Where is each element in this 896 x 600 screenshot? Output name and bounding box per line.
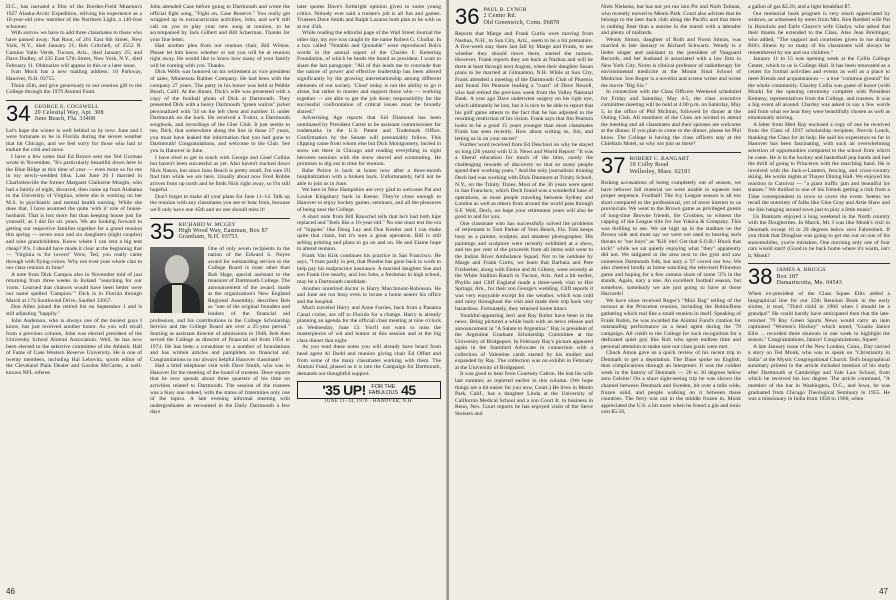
class-number: 37 [601, 153, 626, 179]
paragraph: As you read these notes you will already have heard from head agent Al Dodd and reunion giving chair Ed Offutt and from some of the many classmates working with them. The Alumni Fund, phased as it is into the Campaign for Dartmouth, demands our thoughtful support. [297, 344, 441, 377]
ad-dates: JUNE 11–14, 1970 · HANOVER, N.H. [324, 399, 414, 405]
class-number: 38 [748, 264, 773, 290]
paragraph: Had another plea from our reunion chair, Bill Wilson. Please let him know whether or not you will be at reunion right away. He would like to know how many of your family will be coming with you. Thanks. [150, 43, 290, 69]
paragraph: Another unretired doctor is Harry Marchmont-Robinson. He and June are too busy even to locate a home nearer his office and the hospital. [297, 285, 441, 305]
column-5 [601, 4, 741, 416]
paragraph: One of only seven recipients in the nation of the Edward S. Noyes award for outstanding service to the College Board is none other than Bob Hage, special assistant to the treasurer of Dartmouth College. The announcement of the award, made at the organization's New England Regional Assembly, describes Bob as "one of the original founders and leaders of the financial aid profession, and his contributions to the College Scholarship Service and the College Board are over a 25-year period." Starting as assistant director of admissions in 1948, Bob then served the College as director of financial aid from 1954 to 1974. He has been a consultant to a number of foundations and has written articles and pamphlets on financial aid. Congratulations to our always helpful Hanover classmate! [150, 245, 290, 363]
secretary-address-line: Wellesley, Mass. 02181 [629, 168, 691, 175]
paragraph: In connection with the Class Officers Weekend scheduled for Friday and Saturday, May 4-5, the class executive committee meeting will be held at 4:00 p.m. on Saturday, May 5, in the office of Phil McInnis, followed by dinner at the Outing Club. All members of the Class are invited to attend the meeting and all classmates and their spouses are welcome at the dinner. If you plan to come to the dinner, please let Phil know. The College is having the class officers stay at the Chieftain Motel, so why not join us there? [601, 89, 741, 148]
class-36-notes-cont [601, 4, 741, 148]
paragraph: We here in New Hampshire are very glad to welcome Pat and Louise Kingsbury back in Keene. They're close enough to Hanover to enjoy hockey games, seminars, and all the pleasures of being near the College. [297, 187, 441, 213]
class-37-header [601, 152, 741, 179]
paragraph: Niels Nielsens, but has not yet run into Pic and Norb Tolman, who recently moved to Menlo Park. Court also advises that he belongs to the best duck club along the Pacific and that there is nothing finer than a sunrise in the marsh with a labrador and plenty of mallards. [601, 4, 741, 37]
paragraph: John attended Case before going to Dartmouth and wrote the official fight song, "Fight on, Case Reserve." You really get wrapped up in extracurricular activities, John, and we'll still call on you to play your new song at reunion, to be accompanied by Jack Gilbert and Bill Scherman. Thanks for your fine letter. [150, 4, 290, 43]
page-number: 46 [6, 587, 15, 596]
paragraph: It was good to hear from Courtney Catron. He lost his wife last summer, as reported earlier in this column. (We hope things are a bit easier for you now, Court.) He lives in Menlo Park, Calif., has a daughter Linda at the University of California Medical School and a son Court Jr. in business in Reno, Nev. Court reports he has enjoyed visits of the Steve Stotzers and [455, 371, 593, 417]
paragraph: Advertising Age reports that Sid Diamond has been nominated by President Carter to be assistant commissioner for trademarks in the U.S. Patent and Trademark Office. Confirmation by the Senate will presumably follow. This clipping came from whom else but Dick Montgomery, buried in snow out there in Chicago and reading everything in sight between sessions with the snow shovel and commuting. He promises to dig out in time for reunion. [297, 115, 441, 168]
column-3 [297, 4, 441, 406]
reunion-advertisement [297, 381, 441, 406]
paragraph: Had a brief telephone visit with Dave Smith, who was in Hanover for the meeting of the board of trustees. Dave reports that he now spends about three quarters of his time on activities related to Dartmouth. The session of the trustees was a busy one indeed, with the status of fraternities only one of the topics. A late evening informal meeting with undergraduates as recounted in the Daily Dartmouth a few days [150, 363, 290, 416]
class-36-notes [455, 31, 593, 417]
paragraph: Our memorial book program is very much appreciated by widows, as witnessed by notes from Mrs. Ken Reddell wife Pat in Honolulu and Earle Cleave's wife Gladys, who asked that their thanks be extended to the Class. Also Jean Breitinger, who added, "The support and courtesies given to me during Bill's illness by so many of his classmates will always be remembered by me and our children." [748, 10, 890, 56]
class-38-header [748, 263, 890, 290]
paragraph: Reports that Marge and Frank Curtis were moving from Nashua, N.H., to Sun City, Ariz., seem to be a bit premature. A five-week stay there last fall by Marge and Frank, to see whether they should move there, started the rumors. However, Frank reports they are back at Nashua and will be there at least through next August, when their daughter Susan plans to be married at Gilmanton, N.H. While at Sun City, Frank attended a meeting of the Dartmouth Club of Phoenix and found Jim Pearson leading a "roast" of Dave Newell, who had retired the previous week from the Valley National Bank. A year ago Dave underwent surgery on his right eye, which ultimately he lost, but it is nice to be able to report that his golf game attests to the fact that he has adjusted to the resulting restriction of his vision. Frank says that Jim Pearson looks to be a good 15 years younger than most classmates Frank has seen recently. How about writing us, Jim, and letting us in on your secret? [455, 31, 593, 142]
secretary-address-line: Old Greenwich, Conn. 06870 [483, 19, 560, 26]
column-1 [6, 4, 142, 376]
secretary-name: GEORGE E. COGSWELL [34, 103, 99, 110]
class-34-notes [6, 128, 142, 377]
column-2 [150, 4, 290, 416]
paragraph: John Anderson, who is always one of the busiest guys I know, has just received another honor. As you will recall from a previous column, John was elected president of the University School Alumni Association. Well, he has now been elected to the selective committee of the Athletic Hall of Fame of Case Western Reserve University. He is one of twenty members, including Hal Lebovitz, sports editor of the Cleveland Plain Dealer and Gordon McCarter, a well-known NFL referee. [6, 317, 142, 376]
secretary-name: RICHARD W. MCGEY [178, 221, 236, 228]
class-secretary [483, 7, 559, 26]
paragraph: later quotes Dave's forthright opinion given to some young critics. Nobody ever said a trustee's job is all fun and games. Trustees Dave Smith and Ralph Lazarus both plan to be with us at our 45th. [297, 4, 441, 30]
class-35-notes-cont [297, 4, 441, 377]
column-4 [455, 4, 593, 417]
secretary-address-line: Juno Beach, Fla. 33408 [34, 116, 96, 123]
paragraph: Youthful-appearing Jerri and Ray Bulter have been in the news. Being pictured a while back with an news release and announcement in "A Salute to Argentina." Ray is president of the Argentine Graduate Scholarship Committee at the University of Bridgeport. In February Ray's picture appeared again in the Stamford Advocate in connection with a collection of Valentine cards started by his mother and expanded by Ray. The collection was on exhibit in February at the University of Bridgeport. [455, 312, 593, 371]
paragraph: Wendy Simon, daughter of Ruth and Norm Simon, was married in late January to Richard Schwartz. Wendy is a lieder singer and assistant to the president of Vanguard Records, and her husband is associated with a law firm in New York City. Norm is clinical professor of radiotherapy for environmental medicine at the Mount Sinai School of Medicine. Son Roger is a novelist and screen writer and wrote the movie "Big Six." [601, 36, 741, 89]
portrait-photo [150, 247, 204, 313]
paragraph: I have a few notes that Ed Brown sent me Ted Gorman wrote in November, "It's particularly beautiful down here in the Blue Ridge at this time of year — even more so for me in my newly-wedded bliss. Last June 20 I married in Charlottesville the former Margaret Claiborne Mosgin, who had a family of eight, divorced, then came up from Alabama to the University of Virginia, where she is working on her M.S. in psychiatric and mental health nursing. While she does that, I have assumed the quite 'with it' role of house-husband. That is lots more fun than keeping house just for yourself, as I did for six years. We are looking forward to getting our respective families together for a grand reunion this spring — seven sons and six daughters (eight couples) and nine grandchildren. Know where I can rent a big tent cheap? P.S. I should have made it clear at the beginning that — 'Virginia is for lovers!' Wow, Ted, you really came through with flying colors. Why not trust your whole clan to our class reunion in June? [6, 153, 142, 272]
ad-for-the: FOR THE [371, 384, 396, 391]
secretary-address-line: Box 187 [776, 273, 799, 280]
paragraph: Ivan Mock has a new mailing address: 10 Parkway, Hanover, N.H. 03755. [6, 69, 142, 83]
class-1933-notes-tail [6, 4, 142, 96]
paragraph: With sorrow we have to add three classmates to those who have passed away: Nat Root, of 261 East 6th Street, New York, N.Y., died January 21; Bob Critchell, of 2552 N. Camino Valle Verde, Tucson, Ariz., died January 25; and Dave Dudley, of 235 East 57th Street, New York, N.Y., died February 11. Obituaries will appear in this or a later issue. [6, 30, 142, 69]
paragraph: Don Allen joined the retired list on September 1 and is still adjusting "happily." [6, 304, 142, 317]
secretary-address-line: Damariscotta, Me. 04543 [776, 279, 843, 286]
ad-years: 45 [401, 381, 416, 398]
paragraph: A letter from Mert Ray enclosed a copy of one he received from the Class of 1937 scholarship recipient, Norvin Leach, thanking the Class for its help. He said his experience so far in Hanover has been fascinating, with such an overwhelming selection of opportunities compared to the school from which he came. He is in the hockey and basketball pep bands and had the thrill of going to Princeton with the marching band. He is involved with the Jack-o-Lantern, fencing, and cross-country skiing. He works nights at Thayer Dining Hall. We enjoyed his reaction to Carnival — "a giant traffic jam and beautiful ice statues." We thrilled to one of his friends getting a rink from a Time correspondent in town to cover the event. Seems we recall the notoriety of folks like Glen Gray and Artie Shaw and the like hanging around town just to play a little music! [748, 121, 890, 213]
class-34-header [6, 100, 142, 124]
secretary-name: JAMES A. BRIGGS [776, 267, 826, 274]
secretary-address-line: Grantham, N.H. 03753 [178, 234, 238, 241]
class-secretary [34, 104, 103, 123]
class-36-header [455, 4, 593, 27]
secretary-name: PAUL B. LYNCH [483, 7, 527, 13]
paragraph: One classmate who has successfully solved the problems of retirement is Tom Parker of Vero Beach, Fla. Tom keeps busy as a painter, sculptor, and amateur photographer. His paintings and sculpture were recently exhibited at a show, and ten per cent of the proceeds from all items sold went to the Indian River Ambulance Squad. Not to be outdone by Marge and Frank Curtis, we learn that Barbara and Pete Fitzherber, along with Eloise and Al Gibney, were recently at the White Stallion Ranch in Tucson, Ariz. And a bit earlier, Phyllis and Cliff England made a three-week visit to Hot Springs, Ark., for their son George's wedding. Cliff reports it was very enjoyable except for the weather, which was cold and rainy throughout the visit and made their trip back very hazardous. Fortunately, they returned home intact. [455, 220, 593, 312]
paragraph: January 11 to 15 was opening week at the Collis College Center, which to us is College Hall. It has been renovated as a center for formal activities and events as well as a place to meet friends and acquaintances — a true "common ground" for the whole community. Charley Collis was guest of honor (with Monk) for the opening ceremony complete with President Kemeny, representatives from the College, and trustees. It was a big event all around. Charley was asked to say a few words and from what we hear they were beautifully chosen as well as emotionally stirring. [748, 56, 890, 122]
paragraph: Frank Van Kirk continues his practice in San Francisco. He says, "I trust partly in jest, that Phoebe has gone back to work to help pay his malpractice insurance. A married daughter Sue and son Frank live nearby, and Jon John, a freshman in high school, may be a Dartmouth candidate. [297, 252, 441, 285]
secretary-address-line: 20 Celestial Way, Apt. 308 [34, 109, 104, 116]
class-number: 35 [150, 218, 175, 244]
paragraph: Think 45th, and give generously to our reunion gift to the College through the 1979 Alumni Fund. [6, 82, 142, 96]
paragraph: Dick Wells was honored on his retirement as vice president of sales, Minnesota Rubber Company. He had been with the company 27 years. The party in his honor was held at Pebble Beach, Calif. At the dinner, Dick's wife was presented with a copy of the football photo of Dick at Dartmouth. They presented Dick with a heavy Dartmouth "green walrus" jacket personalized with '34 on the left chest and number 11 under Dartmouth on the back. He received a T-shirt, a Dartmouth songbook, and recordings of the Glee Club. It just seems to me, Dick, that somewhere along the line in those 27 years, you must have leaked the information that you had gone to Dartmouth! Congratulations, and welcome to the Club. See you in Hanover in June. [150, 69, 290, 155]
class-34-notes-cont [150, 4, 290, 214]
class-number: 34 [6, 100, 31, 126]
paragraph: Chuck Amon gave us a quick review of his recent trip to Denmark to get a deputation. The Dane spoke no English, thus complications through an interpreter. It was the coldest week in the history of Denmark — 20 to 30 degrees below zero Celsius! On a short sight-seeing trip he was shown the channel between Denmark and Sweden, hit over a mile wide, frozen solid, and people walking on it between those countries. The ferry was out in the middle frozen in. Monk appreciated the U.S. a bit more when he found a gin and tonic cost $5.50, [601, 350, 741, 416]
paragraph: Further word received from Ed Deschusi on why he stayed so long (26 years) with U.S. News and World Report: "It was a liberal education for much of the time, surely the challenging rewards of discovery so that so many people spend their working years." And the only journalistic training Dech had was working with Dick Dunmore at Trinity School, N.Y., on the Trinity Times. Most of the 36 years were spent in San Francisco, which Dech found was a wonderful base of operations, as most people traveling between Sydney and London as well as others from around the world pass through S.F. Well, Dech, we hope your retirement years will also be good to and for you. [455, 142, 593, 221]
secretary-address-line: 2 Center Rd. [483, 13, 517, 20]
paragraph: Us Bankarts enjoyed a long weekend in the North country with the Dougherties. In March, Mr. I was like Monk's visit in Denmark except 10 to 20 degrees below zero Fahrenheit. If you think that Douglass was going to get me out on one of his snowmobiles, you're mistaken. One morning only one of four cars would start! (Good to be back home where it's warm, isn't it, Monk? [748, 213, 890, 259]
class-secretary [178, 222, 268, 241]
class-secretary [629, 156, 690, 175]
secretary-name: ROBERT C. BANGART [629, 156, 690, 163]
class-number: 36 [455, 4, 480, 29]
paragraph: A late January issue of the New London, Conn., Day carried a story on Ted Monk, who was to speak on "Christianity in India" at the Mystic Congregational Church. Ted's biographical summary printed in the article included mention of his study after Dartmouth at Cambridge and Yale Law School, from which he received his law degree. The article continued, "A member of the bar in Washington, D.C., and Iowa, he was graduated from Chicago Theological Seminary in 1955. He was a missionary in India from 1958 to 1960, when [748, 343, 890, 403]
paragraph: I have tried to get in touch with George and Gisel Collins but haven't been successful as yet. Also haven't tracked down Nick Nason, but since Juno Beach is pretty small, I'm sure I'll find him while we are here. Usually about now Fred Robbe arrives from up north and he finds Nick right away, so I'm still hopeful. [150, 154, 290, 194]
paragraph: A short note from Bill Rauschel tells that he's had both hips replaced and "feels like a 16-year-old." No one must test the era of "hippies" like Doug Lay and Don Kestler and I can make quite that claim, but it's sure a great operation. Bill is still selling printing and plans to go on and on. He and Elaine hope to attend reunion. [297, 213, 441, 253]
secretary-address-line: 10 Colby Road [629, 162, 669, 169]
reunion-banner [297, 381, 441, 399]
class-secretary [776, 267, 842, 286]
paragraph: a gallon of gas $2.20, and a light breakfast $7. [748, 4, 852, 10]
paragraph: A note from Dick Campos also in November told of just returning from three weeks in Ireland "searching for our 'roots.' Learned that chances would have been better were our name spelled 'Campion.'" Dick is in Florida through March at 174 Southwind Drive, Sanibel 33957. [6, 271, 142, 304]
secretary-address-line: High Wood Way, Eastman, Box 87 [178, 227, 269, 234]
paragraph: We have since received Roger's "Mini Bag" telling of the turnout at the Princeton reunion, including the Robin/Rose gathering which real like a small reunion in itself. Speaking of Frank Robin, he was awarded the Alumni Fund's citation for outstanding performance as a head agent during the '78 campaign. All credit to the College for such recognition for a dedicated quiet guy like Rob who spent endless time and personal attention to make sure our class goals were met. [601, 297, 741, 350]
paragraph: D.C., has narrated a film of the Borden-Field Museum's 1927 Alaska-Arctic Expedition, reliving his experience as a 16-year-old crew member of the Northern Light, a 140-foot schooner. [6, 4, 142, 30]
paragraph: While reading the editorial page of the Wall Street Journal the other day, my eye was caught by the name Robert G. Chollar. In a box called "Notable and Quotable" were reproduced Bob's words in the annual report of the Charles F. Kettering Foundation, of which he heads the board as president. I want to share the last paragraph: "All of this leads me to conclude that the nature of power and effective leadership has been altered significantly by the growing interrelationship among different elements of our society. 'Clout' today is not the ability to go it alone, but rather to muster and support those who — working together — are able to get the job done; responsibility for the successful confrontation of critical issues must be broadly shared." [297, 30, 441, 115]
class-35-header [150, 218, 290, 242]
page-number: 47 [879, 587, 888, 596]
column-6 [748, 4, 890, 403]
paragraph: Don't forget to make all your plans for June 11–14. Talk up the reunion with any classmates you see or hear from, because we'll only have one 45th and no one should miss it! [150, 193, 290, 213]
paragraph: Rabe Peirce is back at home now after a three-month hospitalization with a broken back. Unfortunately, he'll not be able to join us in June. [297, 167, 441, 187]
right-page [449, 0, 896, 600]
ad-middle [369, 384, 398, 396]
paragraph: Let's hope the winter is well behind us by now. June and I were fortunate to be in Florida during the severe weather that hit Chicago, and we feel sorry for those who had to endure the cold and snow. [6, 127, 142, 154]
paragraph: When ex-president of the Class Squee Ellis added a biographical line for our 25th Reunion Book in the early sixties, it read, "Third child in 1960 when I should be a grandpa!" He could hardly have anticipated then that the late-returner '79 Ray Green Sports News would carry an item captioned "Women's Hockey" which noted, "Goalie Janice Ellis ... recorded three shutouts in one week to highlight the season." Congratulations, Janice! Congratulations, Squee! [748, 291, 890, 344]
class-37-notes [601, 180, 741, 416]
left-page [0, 0, 447, 600]
class-35-notes [150, 246, 290, 416]
paragraph: Risking accusations of being completely out of season, we have leftover fall material we were unable to squeeze into proper sequence. Football! The Ivy League season is all too short compared to the professional, yet of more interest to us provincials. We went to the Brown game as privileged guests of long-time Browne friends, the Crosbies, to witness the capping of the League title for Joe Yukica & Company. This was thrilling to see. We sat high up in the stadium on the Brown side and must say we were not used to hearing such threats to "our boys" as "Kill 'em! Get that S.O.B.! Block that kick!" while we sat quietly enjoying what "they" apparently did not. We tailgated in the area next to the gym and saw numerous Dartmouth folk, but nary a '37 crowd our low. We also cheered loudly at home watching the televised Princeton game and hoping for a few camera shots of some '37s in the stands. Again, nary a one. An excellent football season, but somehow, somebody we are just going to have at those Harvards! [601, 180, 741, 298]
class-38-notes [748, 291, 890, 402]
ad-headline: '35 UP! [322, 381, 366, 398]
class-37-notes-cont [748, 4, 890, 259]
ad-fabulous: FABULOUS [368, 390, 399, 397]
paragraph: Much traveled Harry and Anne Farries, back from a Panama Canal cruise, are off to Florida for a change. Harry is already planning an agenda for the official class meeting at nine o'clock on Wednesday, June 13. You'll not want to miss the masterpieces of wit and humor at this session and at the big class dinner that night. [297, 305, 441, 344]
